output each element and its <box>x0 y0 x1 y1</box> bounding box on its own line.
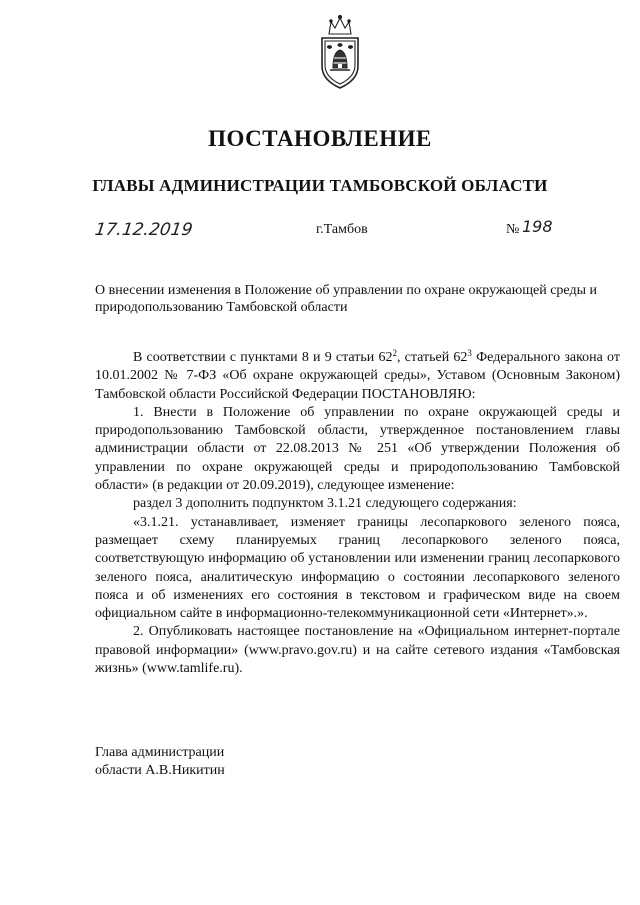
paragraph-item-2: 2. Опубликовать настоящее постановление на «Официальном интернет-портале правовой информации» (www.pravo.gov.ru) и на сайте сетевого издания «Тамбовская жизнь» (www.tamlife.ru). <box>95 624 620 677</box>
document-topic: О внесении изменения в Положение об управлении по охране окружающей среды и природопользованию Тамбовской области <box>95 283 597 315</box>
document-subtitle: ГЛАВЫ АДМИНИСТРАЦИИ ТАМБОВСКОЙ ОБЛАСТИ <box>92 176 548 195</box>
document-number-label: № <box>506 222 520 237</box>
document-city: г.Тамбов <box>316 222 368 237</box>
signature-position: Глава администрации <box>95 745 225 760</box>
document-body <box>95 349 620 678</box>
paragraph-subitem-3-1-21: «3.1.21. устанавливает, изменяет границы лесопаркового зеленого пояса, размещает схему планируемых границ лесопаркового зеленого пояса, соответствующую информацию об установлении или изменении границ лесопаркового зеленого пояса, аналитическую информацию о состоянии лесопаркового зеленого пояса и об изменениях его состояния в текстовом и графическом виде на своем официальном сайте в информационно-телекоммуникационной сети «Интернет».». <box>95 514 620 622</box>
document-number: 198 <box>522 217 553 236</box>
paragraph-section-3: раздел 3 дополнить подпунктом 3.1.21 следующего содержания: <box>133 496 517 512</box>
coat-of-arms-icon <box>317 14 363 92</box>
document-date: 17.12.2019 <box>93 220 194 240</box>
document-title: ПОСТАНОВЛЕНИЕ <box>208 126 432 151</box>
signature-block <box>95 744 225 780</box>
signature-name: области А.В.Никитин <box>95 763 225 778</box>
paragraph-preamble: В соответствии с пунктами 8 и 9 статьи $62^2$, статьей $62^3$ Федерального закона от 10.01.2002 № 7-ФЗ «Об охране окружающей среды», Уставом (Основным Законом) Тамбовской области Российской Федерации ПОСТАНОВЛЯЮ: <box>95 348 620 402</box>
paragraph-item-1: 1. Внести в Положение об управлении по охране окружающей среды и природопользованию Тамбовской области, утвержденное постановлением главы администрации области от 22.08.2013 № 251 «Об утверждении Положения об управлении по охране окружающей среды и природопользованию Тамбовской области» (в редакции от 20.09.2019), следующее изменение: <box>95 404 620 494</box>
